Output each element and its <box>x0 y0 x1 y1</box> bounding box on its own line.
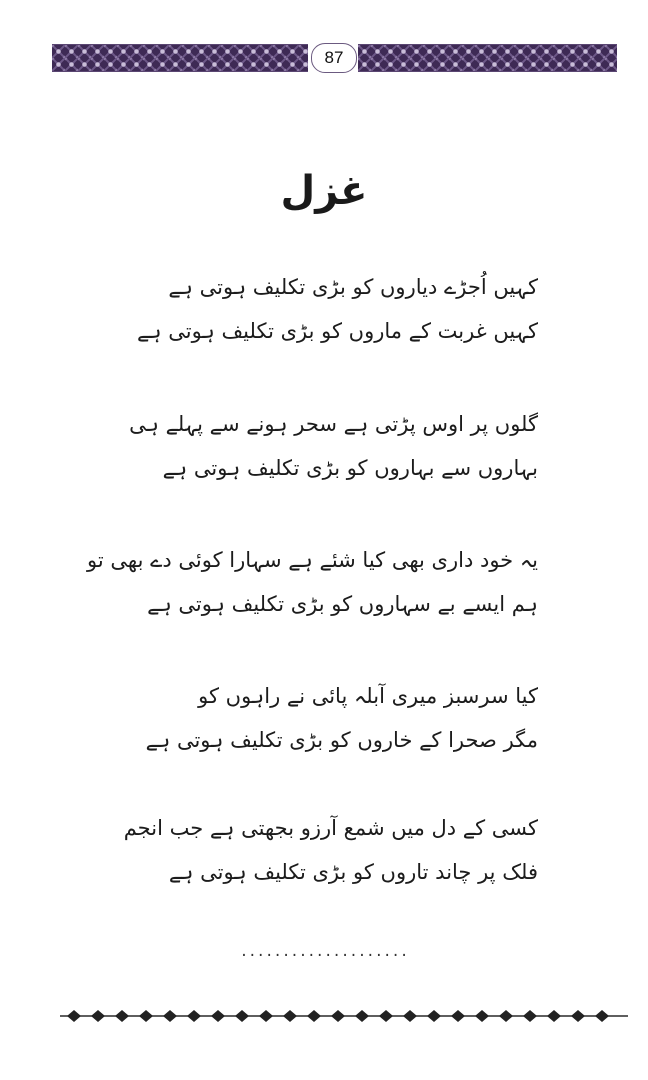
poem-title: غزل <box>280 168 368 214</box>
ornament-diamond <box>187 1010 201 1022</box>
ornament-diamond <box>403 1010 417 1022</box>
stanza-3 <box>87 538 538 626</box>
verse-line: کہیں اُجڑے دیاروں کو بڑی تکلیف ہوتی ہے <box>168 275 538 299</box>
ornament-diamond <box>259 1010 273 1022</box>
verse-line: فلک پر چاند تاروں کو بڑی تکلیف ہوتی ہے <box>168 860 538 884</box>
ornament-diamond <box>307 1010 321 1022</box>
page-number: 87 <box>311 43 357 73</box>
ornament-diamond <box>91 1010 105 1022</box>
verse-line: ہم ایسے بے سہاروں کو بڑی تکلیف ہوتی ہے <box>147 592 538 616</box>
ornament-diamond <box>331 1010 345 1022</box>
dotted-separator: .................... <box>239 944 409 960</box>
ornament-diamond <box>379 1010 393 1022</box>
ornament-diamond <box>427 1010 441 1022</box>
ornament-diamond <box>235 1010 249 1022</box>
ornament-diamond <box>475 1010 489 1022</box>
verse-line: مگر صحرا کے خاروں کو بڑی تکلیف ہوتی ہے <box>145 728 538 752</box>
ornament-diamond <box>67 1010 81 1022</box>
ornament-diamond <box>499 1010 513 1022</box>
ornament-diamond <box>523 1010 537 1022</box>
header-ornament-right <box>358 44 617 72</box>
verse-line: یہ خود داری بھی کیا شئے ہے سہارا کوئی دے بھی تو <box>87 548 538 572</box>
ornament-diamond <box>571 1010 585 1022</box>
verse-line: کسی کے دل میں شمع آرزو بجھتی ہے جب انجم <box>123 816 538 840</box>
verse-line: کہیں غربت کے ماروں کو بڑی تکلیف ہوتی ہے <box>136 319 538 343</box>
ornament-diamond <box>115 1010 129 1022</box>
ornament-diamond <box>355 1010 369 1022</box>
stanza-1 <box>136 265 538 353</box>
stanza-2 <box>129 402 538 490</box>
ornament-diamond <box>547 1010 561 1022</box>
bottom-ornament <box>60 1006 628 1026</box>
ornament-diamond <box>283 1010 297 1022</box>
ornament-diamond <box>139 1010 153 1022</box>
header-ornament-left <box>52 44 308 72</box>
stanza-5 <box>123 806 538 894</box>
verse-line: کیا سرسبز میری آبلہ پائی نے راہوں کو <box>198 684 538 708</box>
ornament-diamond <box>595 1010 609 1022</box>
ornament-diamond <box>163 1010 177 1022</box>
ornament-diamond <box>451 1010 465 1022</box>
ornament-diamond <box>211 1010 225 1022</box>
verse-line: بہاروں سے بہاروں کو بڑی تکلیف ہوتی ہے <box>162 456 538 480</box>
stanza-4 <box>140 674 538 762</box>
verse-line: گلوں پر اوس پڑتی ہے سحر ہونے سے پہلے ہی <box>129 412 538 436</box>
